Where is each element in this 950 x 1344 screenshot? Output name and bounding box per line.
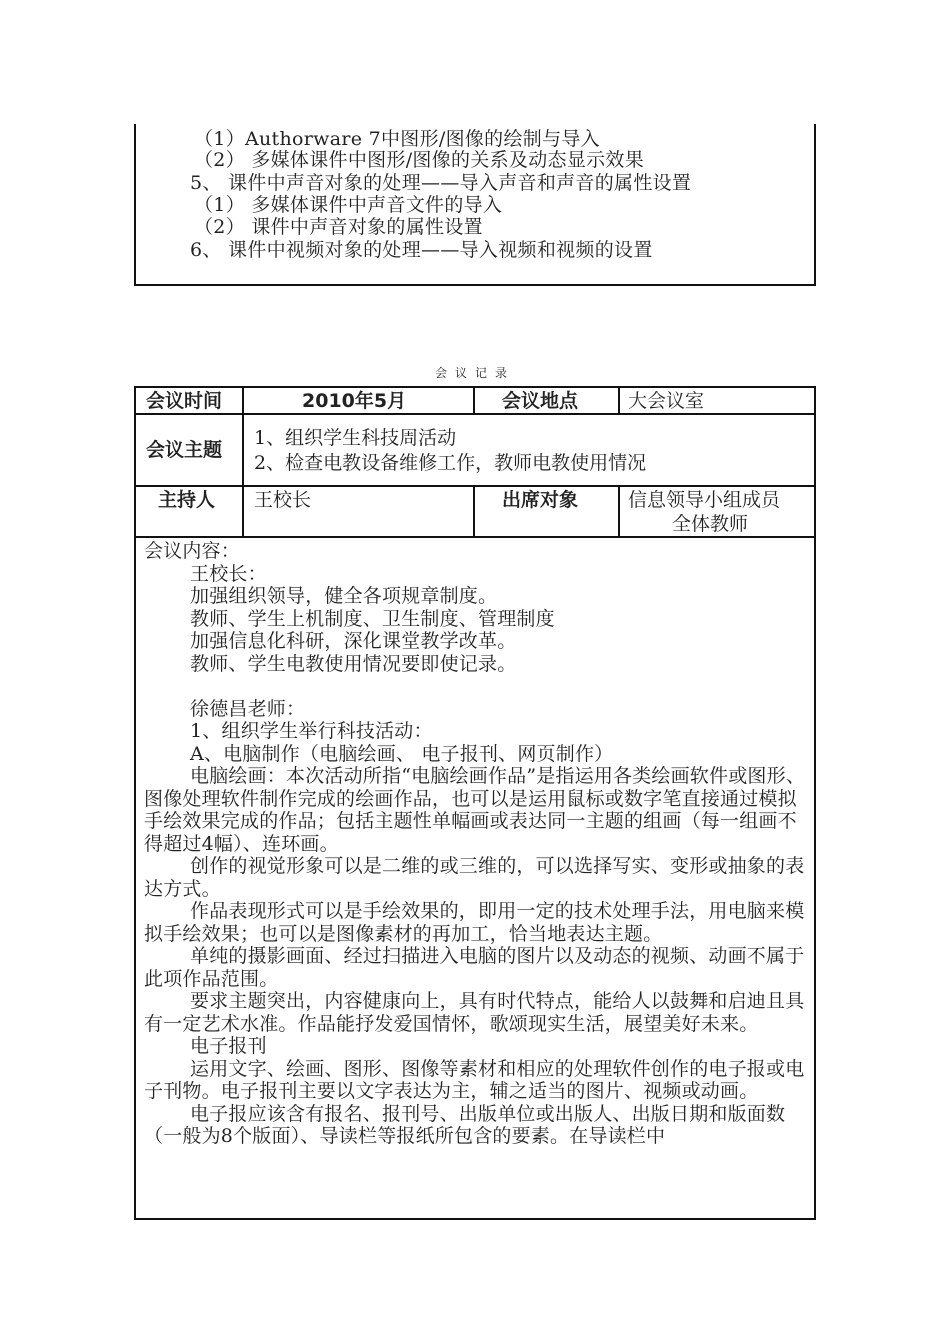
row-divider	[136, 485, 814, 487]
col-divider	[618, 388, 620, 413]
content-paragraph: 电子报刊	[190, 1035, 267, 1057]
col-divider	[242, 388, 244, 536]
content-label: 会议内容：	[144, 540, 241, 562]
top-line-4: （1） 多媒体课件中声音文件的导入	[194, 194, 503, 216]
attendees-line-2: 全体教师	[672, 513, 749, 535]
top-line-3: 5、 课件中声音对象的处理——导入声音和声音的属性设置	[190, 172, 692, 194]
content-paragraph: 创作的视觉形象可以是二维的或三维的，可以选择写实、变形或抽象的表达方式。	[144, 855, 805, 900]
top-line-2: （2） 多媒体课件中图形/图像的关系及动态显示效果	[194, 149, 645, 171]
top-line-1: （1）Authorware 7中图形/图像的绘制与导入	[194, 128, 600, 150]
content-paragraph: A、电脑制作（电脑绘画、 电子报刊、网页制作）	[190, 742, 614, 765]
content-paragraph: 王校长：	[190, 562, 267, 585]
content-paragraph: 教师、学生上机制度、卫生制度、管理制度	[190, 607, 555, 630]
col-divider	[473, 388, 475, 413]
meeting-record-table	[134, 386, 816, 1220]
host-label: 主持人	[158, 489, 216, 511]
content-paragraph: 要求主题突出，内容健康向上，具有时代特点，能给人以鼓舞和启迪且具有一定艺术水准。作品能抒发爱国情怀，歌颂现实生活，展望美好未来。	[144, 990, 805, 1035]
content-paragraph: 加强信息化科研，深化课堂教学改革。	[190, 630, 517, 652]
content-paragraph: 单纯的摄影画面、经过扫描进入电脑的图片以及动态的视频、动画不属于此项作品范围。	[144, 945, 805, 990]
attendees-label: 出席对象	[502, 489, 579, 511]
content-paragraph: 电子报应该含有报名、报刊号、出版单位或出版人、出版日期和版面数（一般为8个版面）、导读栏等报纸所包含的要素。在导读栏中	[144, 1102, 786, 1147]
meeting-content	[144, 540, 808, 1148]
host-value: 王校长	[254, 489, 312, 511]
content-paragraph: 运用文字、绘画、图形、图像等素材和相应的处理软件创作的电子报或电子刊物。电子报刊主要以文字表达为主，辅之适当的图片、视频或动画。	[144, 1057, 805, 1102]
meeting-topic-line-1: 1、组织学生科技周活动	[254, 427, 457, 449]
top-line-5: （2） 课件中声音对象的属性设置	[194, 216, 483, 238]
col-divider	[618, 485, 620, 536]
content-paragraph: 加强组织领导，健全各项规章制度。	[190, 585, 498, 607]
previous-table-continuation	[134, 124, 816, 286]
content-paragraph: 教师、学生电教使用情况要即使记录。	[190, 652, 517, 675]
meeting-topic-line-2: 2、检查电教设备维修工作，教师电教使用情况	[254, 452, 647, 474]
content-paragraph: 徐德昌老师：	[190, 697, 306, 720]
top-line-6: 6、 课件中视频对象的处理——导入视频和视频的设置	[190, 239, 653, 261]
meeting-time-label: 会议时间	[146, 390, 223, 412]
content-paragraph: 1、组织学生举行科技活动：	[190, 720, 433, 742]
row-divider	[136, 536, 814, 538]
blank-line	[144, 675, 808, 698]
meeting-time-value: 2010年5月	[302, 390, 407, 412]
content-body	[144, 563, 808, 1148]
meeting-topic-label: 会议主题	[146, 439, 223, 461]
meeting-place-label: 会议地点	[502, 390, 579, 412]
table-caption: 会议记录	[434, 366, 515, 380]
content-paragraph: 作品表现形式可以是手绘效果的，即用一定的技术处理手法，用电脑来模拟手绘效果；也可以是图像素材的再加工，恰当地表达主题。	[144, 900, 805, 945]
col-divider	[473, 485, 475, 536]
meeting-place-value: 大会议室	[628, 390, 705, 412]
content-paragraph: 电脑绘画：本次活动所指“电脑绘画作品”是指运用各类绘画软件或图形、图像处理软件制作完成的绘画作品，也可以是运用鼠标或数字笔直接通过模拟手绘效果完成的作品；包括主题性单幅画或表达同一主题的组画（每一组画不得超过4幅）、连环画。	[144, 765, 806, 855]
row-divider	[136, 413, 814, 415]
attendees-line-1: 信息领导小组成员	[628, 489, 781, 511]
